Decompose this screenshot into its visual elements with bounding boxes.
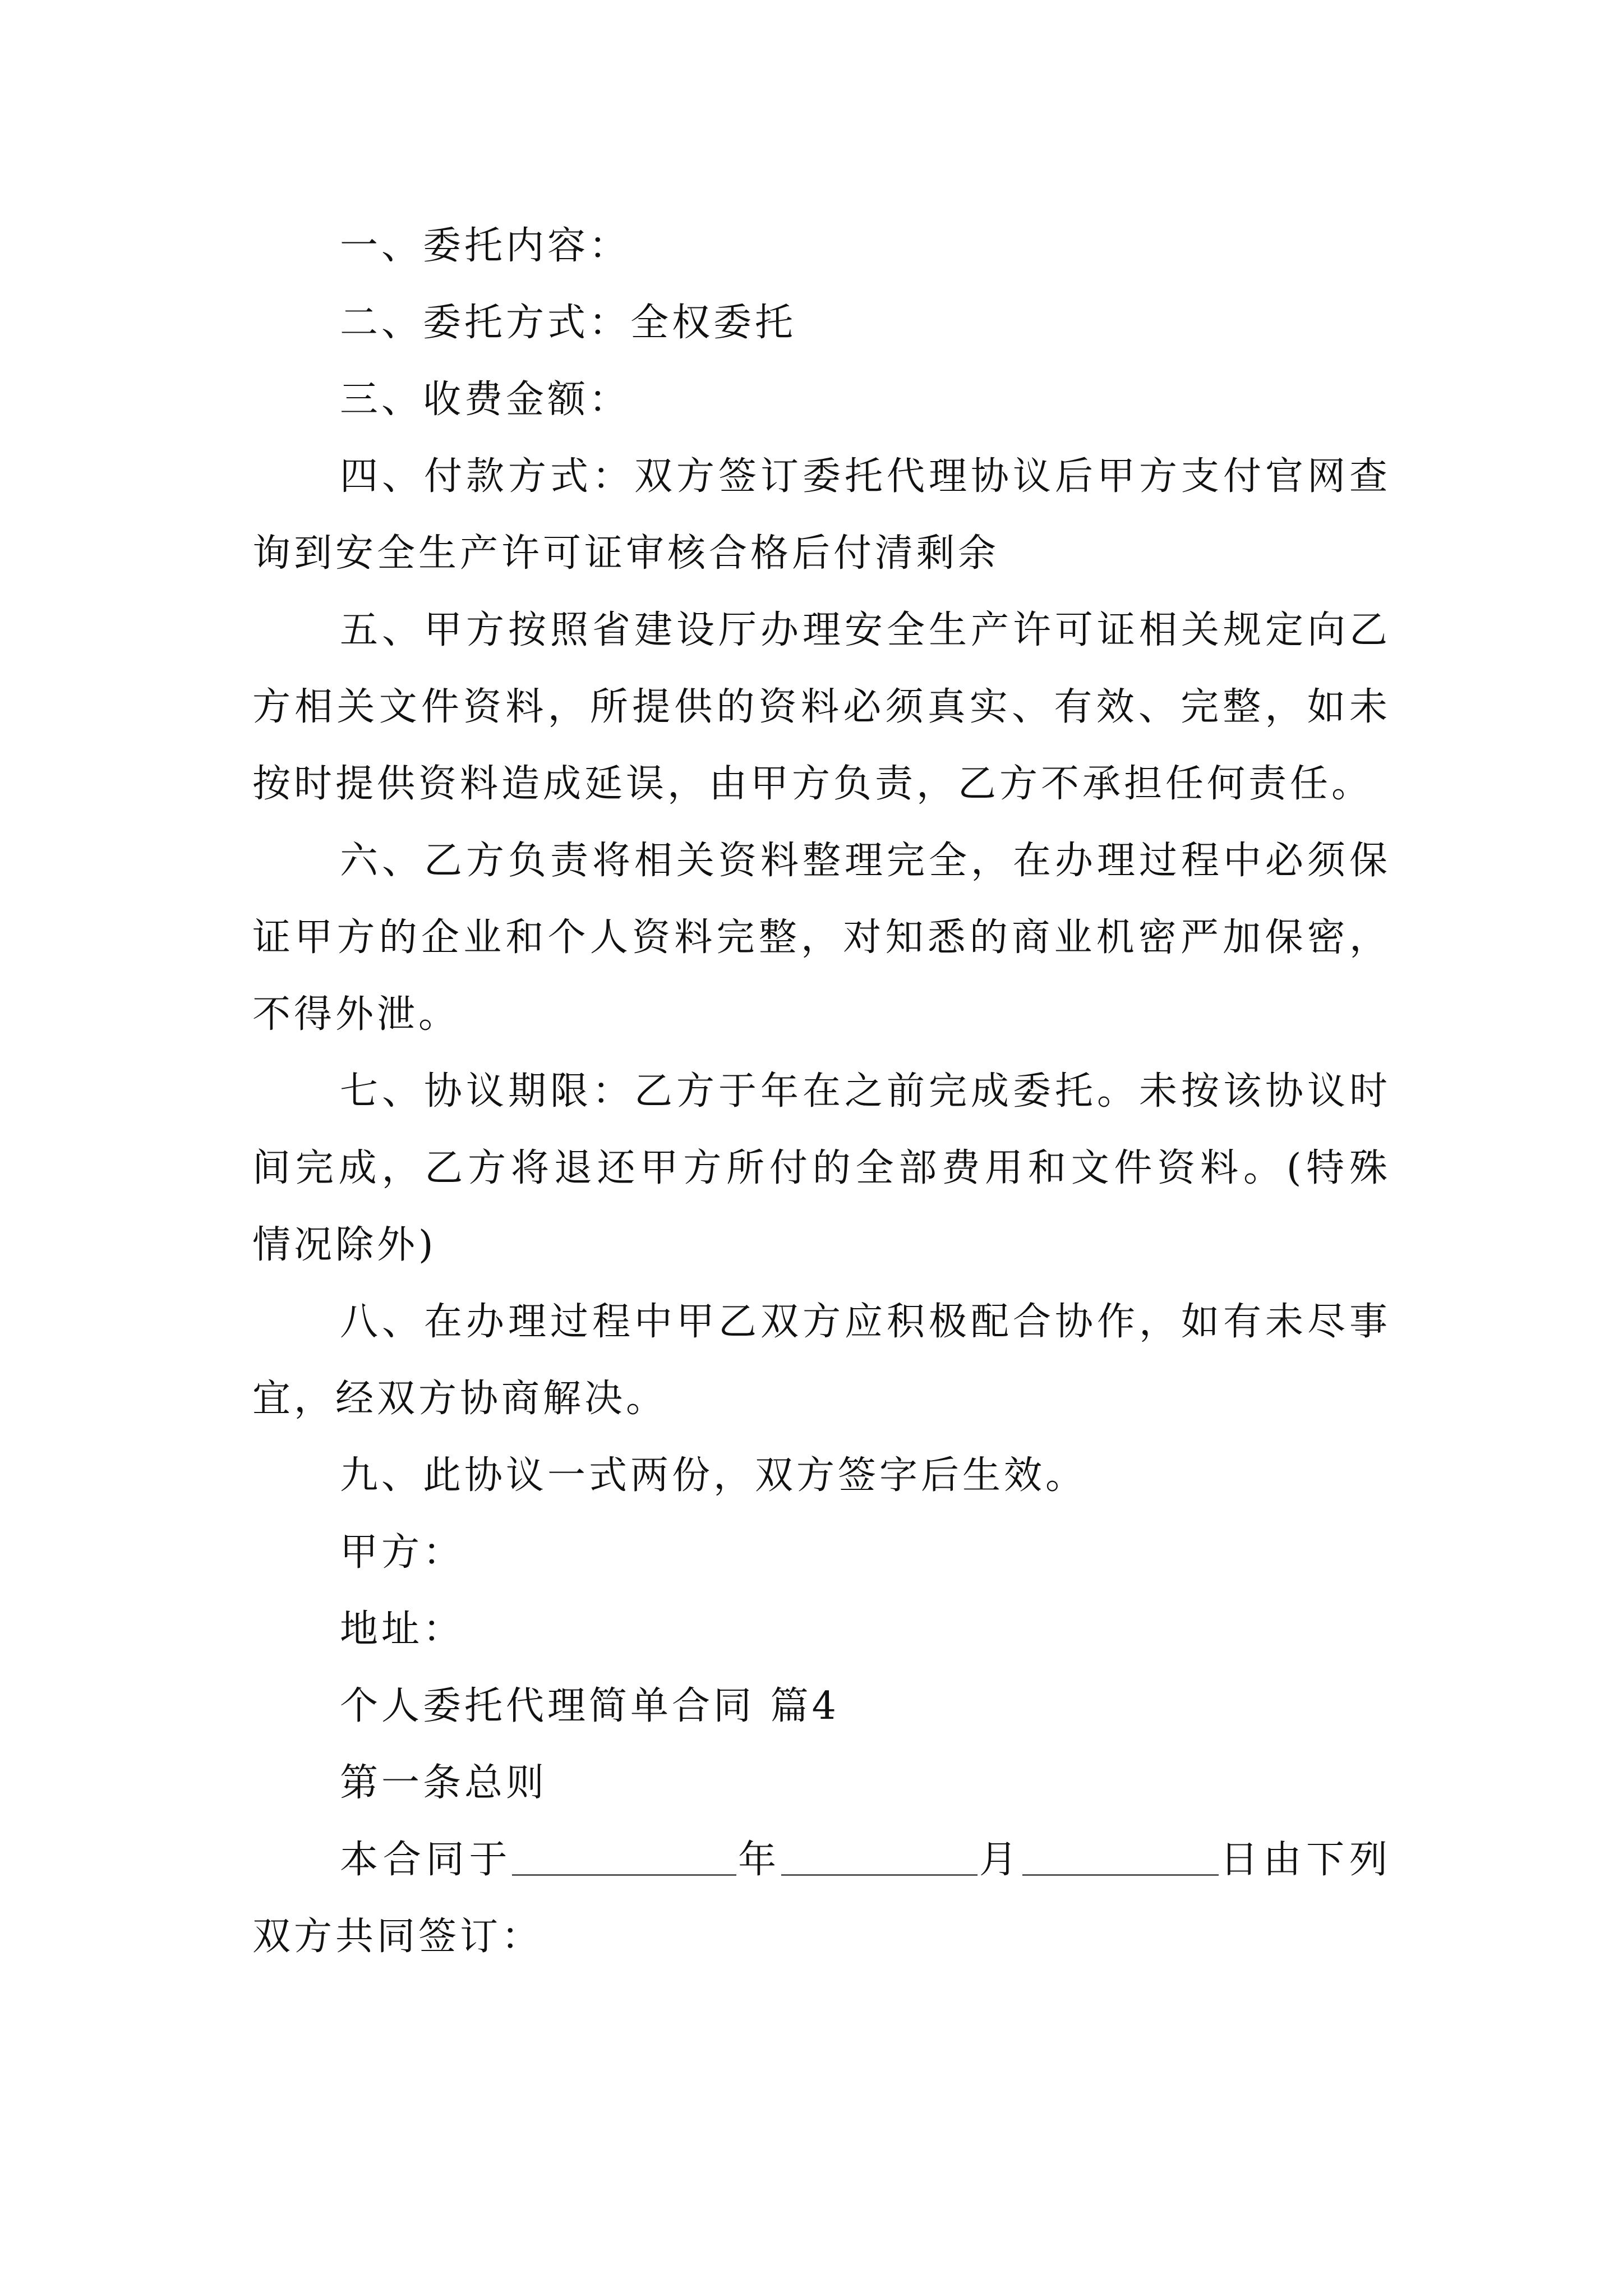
clause-2-entrust-method: 二、委托方式：全权委托 [340,301,797,345]
signing-date-prefix: 本合同于 [340,1838,513,1882]
party-a-label: 甲方： [340,1530,465,1575]
document-page [252,208,1391,1975]
signing-date-suffix: 日由下列双方共同签订： [252,1838,1391,1959]
clause-8-cooperation: 八、在办理过程中甲乙双方应积极配合协作，如有未尽事宜，经双方协商解决。 [252,1300,1391,1421]
clause-6-party-b-obligations: 六、乙方负责将相关资料整理完全，在办理过程中必须保证甲方的企业和个人资料完整，对知悉的商业机密严加保密，不得外泄。 [252,839,1391,1037]
article-1-heading: 第一条总则 [340,1761,548,1805]
signing-date-paragraph [252,1821,1391,1975]
month-label: 月 [978,1838,1022,1882]
clause-3-fee-amount: 三、收费金额： [340,378,631,422]
day-blank-field [1022,1841,1219,1876]
clause-5-party-a-obligations: 五、甲方按照省建设厅办理安全生产许可证相关规定向乙方相关文件资料，所提供的资料必须真实、有效、完整，如未按时提供资料造成延误，由甲方负责，乙方不承担任何责任。 [252,608,1391,806]
clause-4-payment-method: 四、付款方式：双方签订委托代理协议后甲方支付官网查询到安全生产许可证审核合格后付清剩余 [252,454,1391,576]
clause-7-agreement-term: 七、协议期限：乙方于年在之前完成委托。未按该协议时间完成，乙方将退还甲方所付的全部费用和文件资料。(特殊情况除外) [252,1069,1391,1267]
month-blank-field [781,1841,978,1876]
year-label: 年 [736,1838,781,1882]
year-blank-field [512,1841,736,1876]
clause-1-entrust-content: 一、委托内容： [340,224,631,268]
clause-9-effectiveness: 九、此协议一式两份，双方签字后生效。 [340,1453,1087,1498]
address-label: 地址： [340,1607,465,1651]
contract-section-title: 个人委托代理简单合同 篇4 [340,1684,840,1728]
